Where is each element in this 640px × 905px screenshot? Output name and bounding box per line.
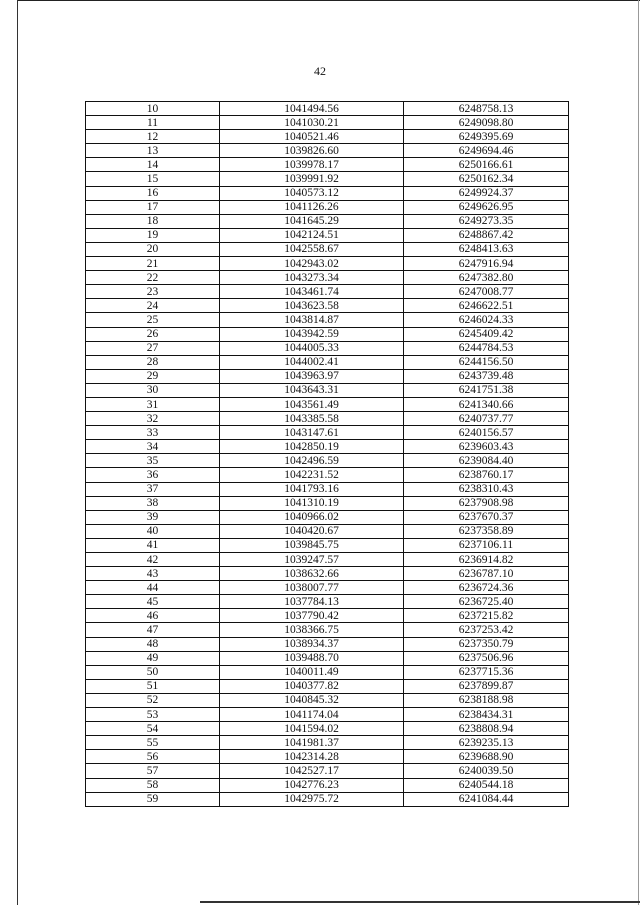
y-coordinate-cell: 6250162.34: [404, 172, 569, 186]
table-row: [86, 538, 569, 552]
table-row: [86, 116, 569, 130]
table-row: [86, 482, 569, 496]
table-row: [86, 679, 569, 693]
y-coordinate-cell: 6246024.33: [404, 313, 569, 327]
x-coordinate-cell: 1039247.57: [220, 553, 404, 567]
x-coordinate-cell: 1042314.28: [220, 750, 404, 764]
x-coordinate-cell: 1039826.60: [220, 144, 404, 158]
table-row: [86, 567, 569, 581]
x-coordinate-cell: 1042496.59: [220, 454, 404, 468]
point-number-cell: 20: [86, 242, 220, 256]
scan-edge-bottom: [200, 901, 640, 903]
x-coordinate-cell: 1041981.37: [220, 736, 404, 750]
y-coordinate-cell: 6240039.50: [404, 764, 569, 778]
x-coordinate-cell: 1041494.56: [220, 102, 404, 116]
table-row: [86, 186, 569, 200]
table-row: [86, 200, 569, 214]
y-coordinate-cell: 6238760.17: [404, 468, 569, 482]
point-number-cell: 13: [86, 144, 220, 158]
table-row: [86, 510, 569, 524]
point-number-cell: 10: [86, 102, 220, 116]
y-coordinate-cell: 6236914.82: [404, 553, 569, 567]
point-number-cell: 48: [86, 637, 220, 651]
x-coordinate-cell: 1040966.02: [220, 510, 404, 524]
x-coordinate-cell: 1043561.49: [220, 397, 404, 411]
point-number-cell: 53: [86, 708, 220, 722]
table-row: [86, 468, 569, 482]
point-number-cell: 47: [86, 623, 220, 637]
x-coordinate-cell: 1037790.42: [220, 609, 404, 623]
x-coordinate-cell: 1040011.49: [220, 665, 404, 679]
x-coordinate-cell: 1041126.26: [220, 200, 404, 214]
y-coordinate-cell: 6247008.77: [404, 285, 569, 299]
table-row: [86, 214, 569, 228]
point-number-cell: 11: [86, 116, 220, 130]
point-number-cell: 27: [86, 341, 220, 355]
point-number-cell: 18: [86, 214, 220, 228]
table-row: [86, 426, 569, 440]
x-coordinate-cell: 1040420.67: [220, 524, 404, 538]
table-row: [86, 693, 569, 707]
point-number-cell: 30: [86, 383, 220, 397]
y-coordinate-cell: 6249694.46: [404, 144, 569, 158]
x-coordinate-cell: 1038366.75: [220, 623, 404, 637]
coordinates-table: [85, 101, 569, 807]
y-coordinate-cell: 6248413.63: [404, 242, 569, 256]
point-number-cell: 22: [86, 271, 220, 285]
point-number-cell: 31: [86, 397, 220, 411]
x-coordinate-cell: 1041594.02: [220, 722, 404, 736]
y-coordinate-cell: 6238434.31: [404, 708, 569, 722]
x-coordinate-cell: 1043963.97: [220, 369, 404, 383]
table-row: [86, 369, 569, 383]
table-row: [86, 595, 569, 609]
y-coordinate-cell: 6249098.80: [404, 116, 569, 130]
point-number-cell: 17: [86, 200, 220, 214]
y-coordinate-cell: 6249626.95: [404, 200, 569, 214]
scan-edge-top: [18, 0, 640, 1]
table-row: [86, 778, 569, 792]
point-number-cell: 28: [86, 355, 220, 369]
y-coordinate-cell: 6236725.40: [404, 595, 569, 609]
scan-edge-left: [17, 0, 18, 905]
table-row: [86, 341, 569, 355]
table-row: [86, 496, 569, 510]
point-number-cell: 16: [86, 186, 220, 200]
x-coordinate-cell: 1044002.41: [220, 355, 404, 369]
point-number-cell: 40: [86, 524, 220, 538]
y-coordinate-cell: 6236724.36: [404, 581, 569, 595]
table-row: [86, 637, 569, 651]
y-coordinate-cell: 6239235.13: [404, 736, 569, 750]
table-row: [86, 581, 569, 595]
y-coordinate-cell: 6249395.69: [404, 130, 569, 144]
point-number-cell: 46: [86, 609, 220, 623]
x-coordinate-cell: 1037784.13: [220, 595, 404, 609]
y-coordinate-cell: 6238310.43: [404, 482, 569, 496]
x-coordinate-cell: 1041174.04: [220, 708, 404, 722]
x-coordinate-cell: 1044005.33: [220, 341, 404, 355]
y-coordinate-cell: 6248867.42: [404, 228, 569, 242]
x-coordinate-cell: 1042124.51: [220, 228, 404, 242]
x-coordinate-cell: 1039978.17: [220, 158, 404, 172]
y-coordinate-cell: 6248758.13: [404, 102, 569, 116]
table-row: [86, 130, 569, 144]
point-number-cell: 25: [86, 313, 220, 327]
table-row: [86, 792, 569, 806]
table-row: [86, 609, 569, 623]
y-coordinate-cell: 6245409.42: [404, 327, 569, 341]
table-row: [86, 271, 569, 285]
y-coordinate-cell: 6239603.43: [404, 440, 569, 454]
table-row: [86, 299, 569, 313]
table-row: [86, 722, 569, 736]
y-coordinate-cell: 6247382.80: [404, 271, 569, 285]
x-coordinate-cell: 1041793.16: [220, 482, 404, 496]
point-number-cell: 12: [86, 130, 220, 144]
point-number-cell: 24: [86, 299, 220, 313]
y-coordinate-cell: 6237350.79: [404, 637, 569, 651]
point-number-cell: 55: [86, 736, 220, 750]
x-coordinate-cell: 1041030.21: [220, 116, 404, 130]
point-number-cell: 15: [86, 172, 220, 186]
point-number-cell: 56: [86, 750, 220, 764]
y-coordinate-cell: 6239084.40: [404, 454, 569, 468]
x-coordinate-cell: 1042527.17: [220, 764, 404, 778]
point-number-cell: 29: [86, 369, 220, 383]
y-coordinate-cell: 6237670.37: [404, 510, 569, 524]
x-coordinate-cell: 1040521.46: [220, 130, 404, 144]
x-coordinate-cell: 1038934.37: [220, 637, 404, 651]
point-number-cell: 45: [86, 595, 220, 609]
point-number-cell: 35: [86, 454, 220, 468]
table-row: [86, 158, 569, 172]
scan-edge-right: [638, 0, 639, 905]
y-coordinate-cell: 6241340.66: [404, 397, 569, 411]
y-coordinate-cell: 6238808.94: [404, 722, 569, 736]
y-coordinate-cell: 6243739.48: [404, 369, 569, 383]
y-coordinate-cell: 6237358.89: [404, 524, 569, 538]
point-number-cell: 26: [86, 327, 220, 341]
y-coordinate-cell: 6237908.98: [404, 496, 569, 510]
y-coordinate-cell: 6237715.36: [404, 665, 569, 679]
x-coordinate-cell: 1039991.92: [220, 172, 404, 186]
table-row: [86, 440, 569, 454]
y-coordinate-cell: 6246622.51: [404, 299, 569, 313]
table-row: [86, 144, 569, 158]
point-number-cell: 19: [86, 228, 220, 242]
table-row: [86, 553, 569, 567]
x-coordinate-cell: 1039845.75: [220, 538, 404, 552]
point-number-cell: 34: [86, 440, 220, 454]
point-number-cell: 59: [86, 792, 220, 806]
x-coordinate-cell: 1040377.82: [220, 679, 404, 693]
table-row: [86, 412, 569, 426]
x-coordinate-cell: 1042776.23: [220, 778, 404, 792]
y-coordinate-cell: 6244784.53: [404, 341, 569, 355]
x-coordinate-cell: 1043643.31: [220, 383, 404, 397]
y-coordinate-cell: 6241751.38: [404, 383, 569, 397]
table-row: [86, 285, 569, 299]
table-row: [86, 623, 569, 637]
point-number-cell: 37: [86, 482, 220, 496]
x-coordinate-cell: 1043147.61: [220, 426, 404, 440]
y-coordinate-cell: 6249924.37: [404, 186, 569, 200]
y-coordinate-cell: 6238188.98: [404, 693, 569, 707]
y-coordinate-cell: 6247916.94: [404, 257, 569, 271]
x-coordinate-cell: 1041645.29: [220, 214, 404, 228]
y-coordinate-cell: 6237106.11: [404, 538, 569, 552]
table-row: [86, 736, 569, 750]
x-coordinate-cell: 1042943.02: [220, 257, 404, 271]
point-number-cell: 44: [86, 581, 220, 595]
y-coordinate-cell: 6239688.90: [404, 750, 569, 764]
x-coordinate-cell: 1038007.77: [220, 581, 404, 595]
table-row: [86, 257, 569, 271]
x-coordinate-cell: 1040573.12: [220, 186, 404, 200]
point-number-cell: 57: [86, 764, 220, 778]
x-coordinate-cell: 1038632.66: [220, 567, 404, 581]
table-row: [86, 665, 569, 679]
x-coordinate-cell: 1042558.67: [220, 242, 404, 256]
y-coordinate-cell: 6250166.61: [404, 158, 569, 172]
page-number: 42: [314, 64, 326, 78]
table-row: [86, 313, 569, 327]
y-coordinate-cell: 6249273.35: [404, 214, 569, 228]
table-row: [86, 242, 569, 256]
table-row: [86, 355, 569, 369]
y-coordinate-cell: 6241084.44: [404, 792, 569, 806]
point-number-cell: 42: [86, 553, 220, 567]
point-number-cell: 36: [86, 468, 220, 482]
point-number-cell: 38: [86, 496, 220, 510]
table-row: [86, 708, 569, 722]
y-coordinate-cell: 6237899.87: [404, 679, 569, 693]
table-row: [86, 454, 569, 468]
point-number-cell: 50: [86, 665, 220, 679]
x-coordinate-cell: 1042231.52: [220, 468, 404, 482]
table-row: [86, 383, 569, 397]
point-number-cell: 32: [86, 412, 220, 426]
x-coordinate-cell: 1043942.59: [220, 327, 404, 341]
y-coordinate-cell: 6236787.10: [404, 567, 569, 581]
point-number-cell: 54: [86, 722, 220, 736]
table-row: [86, 228, 569, 242]
x-coordinate-cell: 1043461.74: [220, 285, 404, 299]
x-coordinate-cell: 1042850.19: [220, 440, 404, 454]
point-number-cell: 33: [86, 426, 220, 440]
x-coordinate-cell: 1042975.72: [220, 792, 404, 806]
y-coordinate-cell: 6237506.96: [404, 651, 569, 665]
y-coordinate-cell: 6240156.57: [404, 426, 569, 440]
y-coordinate-cell: 6244156.50: [404, 355, 569, 369]
point-number-cell: 14: [86, 158, 220, 172]
point-number-cell: 49: [86, 651, 220, 665]
x-coordinate-cell: 1039488.70: [220, 651, 404, 665]
x-coordinate-cell: 1043814.87: [220, 313, 404, 327]
point-number-cell: 23: [86, 285, 220, 299]
x-coordinate-cell: 1041310.19: [220, 496, 404, 510]
point-number-cell: 43: [86, 567, 220, 581]
x-coordinate-cell: 1043623.58: [220, 299, 404, 313]
y-coordinate-cell: 6237215.82: [404, 609, 569, 623]
y-coordinate-cell: 6237253.42: [404, 623, 569, 637]
point-number-cell: 21: [86, 257, 220, 271]
table-row: [86, 651, 569, 665]
point-number-cell: 39: [86, 510, 220, 524]
table-row: [86, 750, 569, 764]
point-number-cell: 52: [86, 693, 220, 707]
table-row: [86, 764, 569, 778]
x-coordinate-cell: 1043273.34: [220, 271, 404, 285]
table-row: [86, 524, 569, 538]
coordinates-table-body: [86, 102, 569, 807]
point-number-cell: 41: [86, 538, 220, 552]
y-coordinate-cell: 6240737.77: [404, 412, 569, 426]
table-row: [86, 327, 569, 341]
table-row: [86, 397, 569, 411]
x-coordinate-cell: 1043385.58: [220, 412, 404, 426]
y-coordinate-cell: 6240544.18: [404, 778, 569, 792]
point-number-cell: 58: [86, 778, 220, 792]
point-number-cell: 51: [86, 679, 220, 693]
x-coordinate-cell: 1040845.32: [220, 693, 404, 707]
table-row: [86, 172, 569, 186]
table-row: [86, 102, 569, 116]
